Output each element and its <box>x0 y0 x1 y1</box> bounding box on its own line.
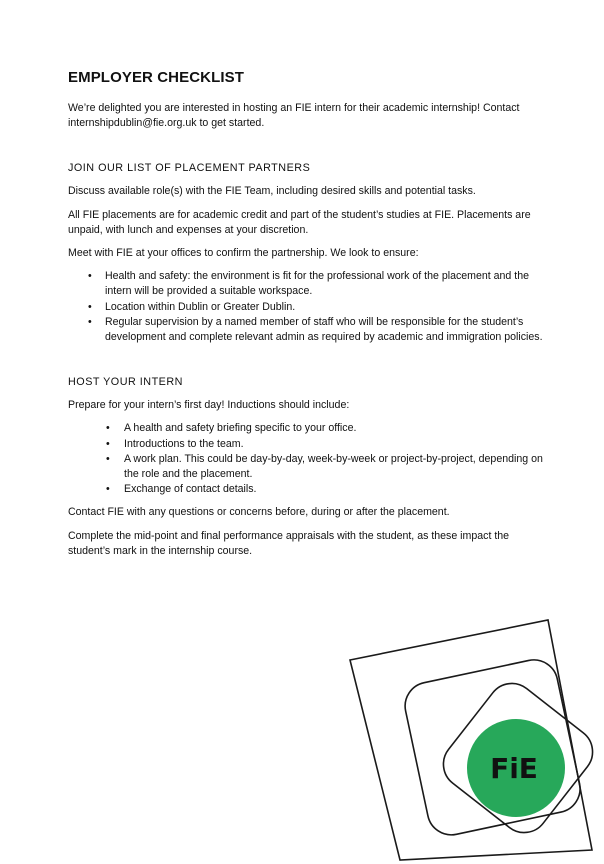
section2-closing: Contact FIE with any questions or concerns before, during or after the placement. <box>68 506 450 519</box>
list-item: • Exchange of contact details. <box>68 482 548 497</box>
decorative-logo-graphic <box>340 610 604 864</box>
list-item: • A work plan. This could be day-by-day, week-by-week or project-by-project, depending on the role and the placement. <box>68 452 548 482</box>
list-item: • Health and safety: the environment is fit for the professional work of the placement and the intern will be provided a suitable workspace. <box>68 269 548 299</box>
list-item: • Introductions to the team. <box>68 437 548 452</box>
section2-lead: Prepare for your intern’s first day! Inductions should include: <box>68 399 350 412</box>
list-item: • Location within Dublin or Greater Dublin. <box>68 300 548 315</box>
section1-paragraph: All FIE placements are for academic credit and part of the student’s studies at FIE. Placements are unpaid, with lunch and expenses at your discretion. <box>68 208 531 236</box>
section2-closing: Complete the mid-point and final performance appraisals with the student, as these impact the student’s mark in the internship course. <box>68 529 510 557</box>
page-title: EMPLOYER CHECKLIST <box>68 69 244 86</box>
partnership-checklist <box>68 269 548 345</box>
fie-logo-text: FiE <box>490 752 538 785</box>
intro-paragraph: We’re delighted you are interested in hosting an FIE intern for their academic internship! Contact internshipdublin@fie.org.uk to get started. <box>68 102 520 130</box>
list-item: • Regular supervision by a named member of staff who will be responsible for the student’s development and complete relevant admin as required by academic and immigration policies. <box>68 315 548 345</box>
section-heading-placement-partners: JOIN OUR LIST OF PLACEMENT PARTNERS <box>68 162 311 175</box>
document-body <box>68 68 548 567</box>
list-item: • A health and safety briefing specific to your office. <box>68 421 548 436</box>
section1-paragraph: Discuss available role(s) with the FIE Team, including desired skills and potential tasks. <box>68 185 476 198</box>
section1-paragraph: Meet with FIE at your offices to confirm the partnership. We look to ensure: <box>68 247 419 260</box>
induction-checklist <box>68 421 548 497</box>
section-heading-host-intern: HOST YOUR INTERN <box>68 376 183 389</box>
